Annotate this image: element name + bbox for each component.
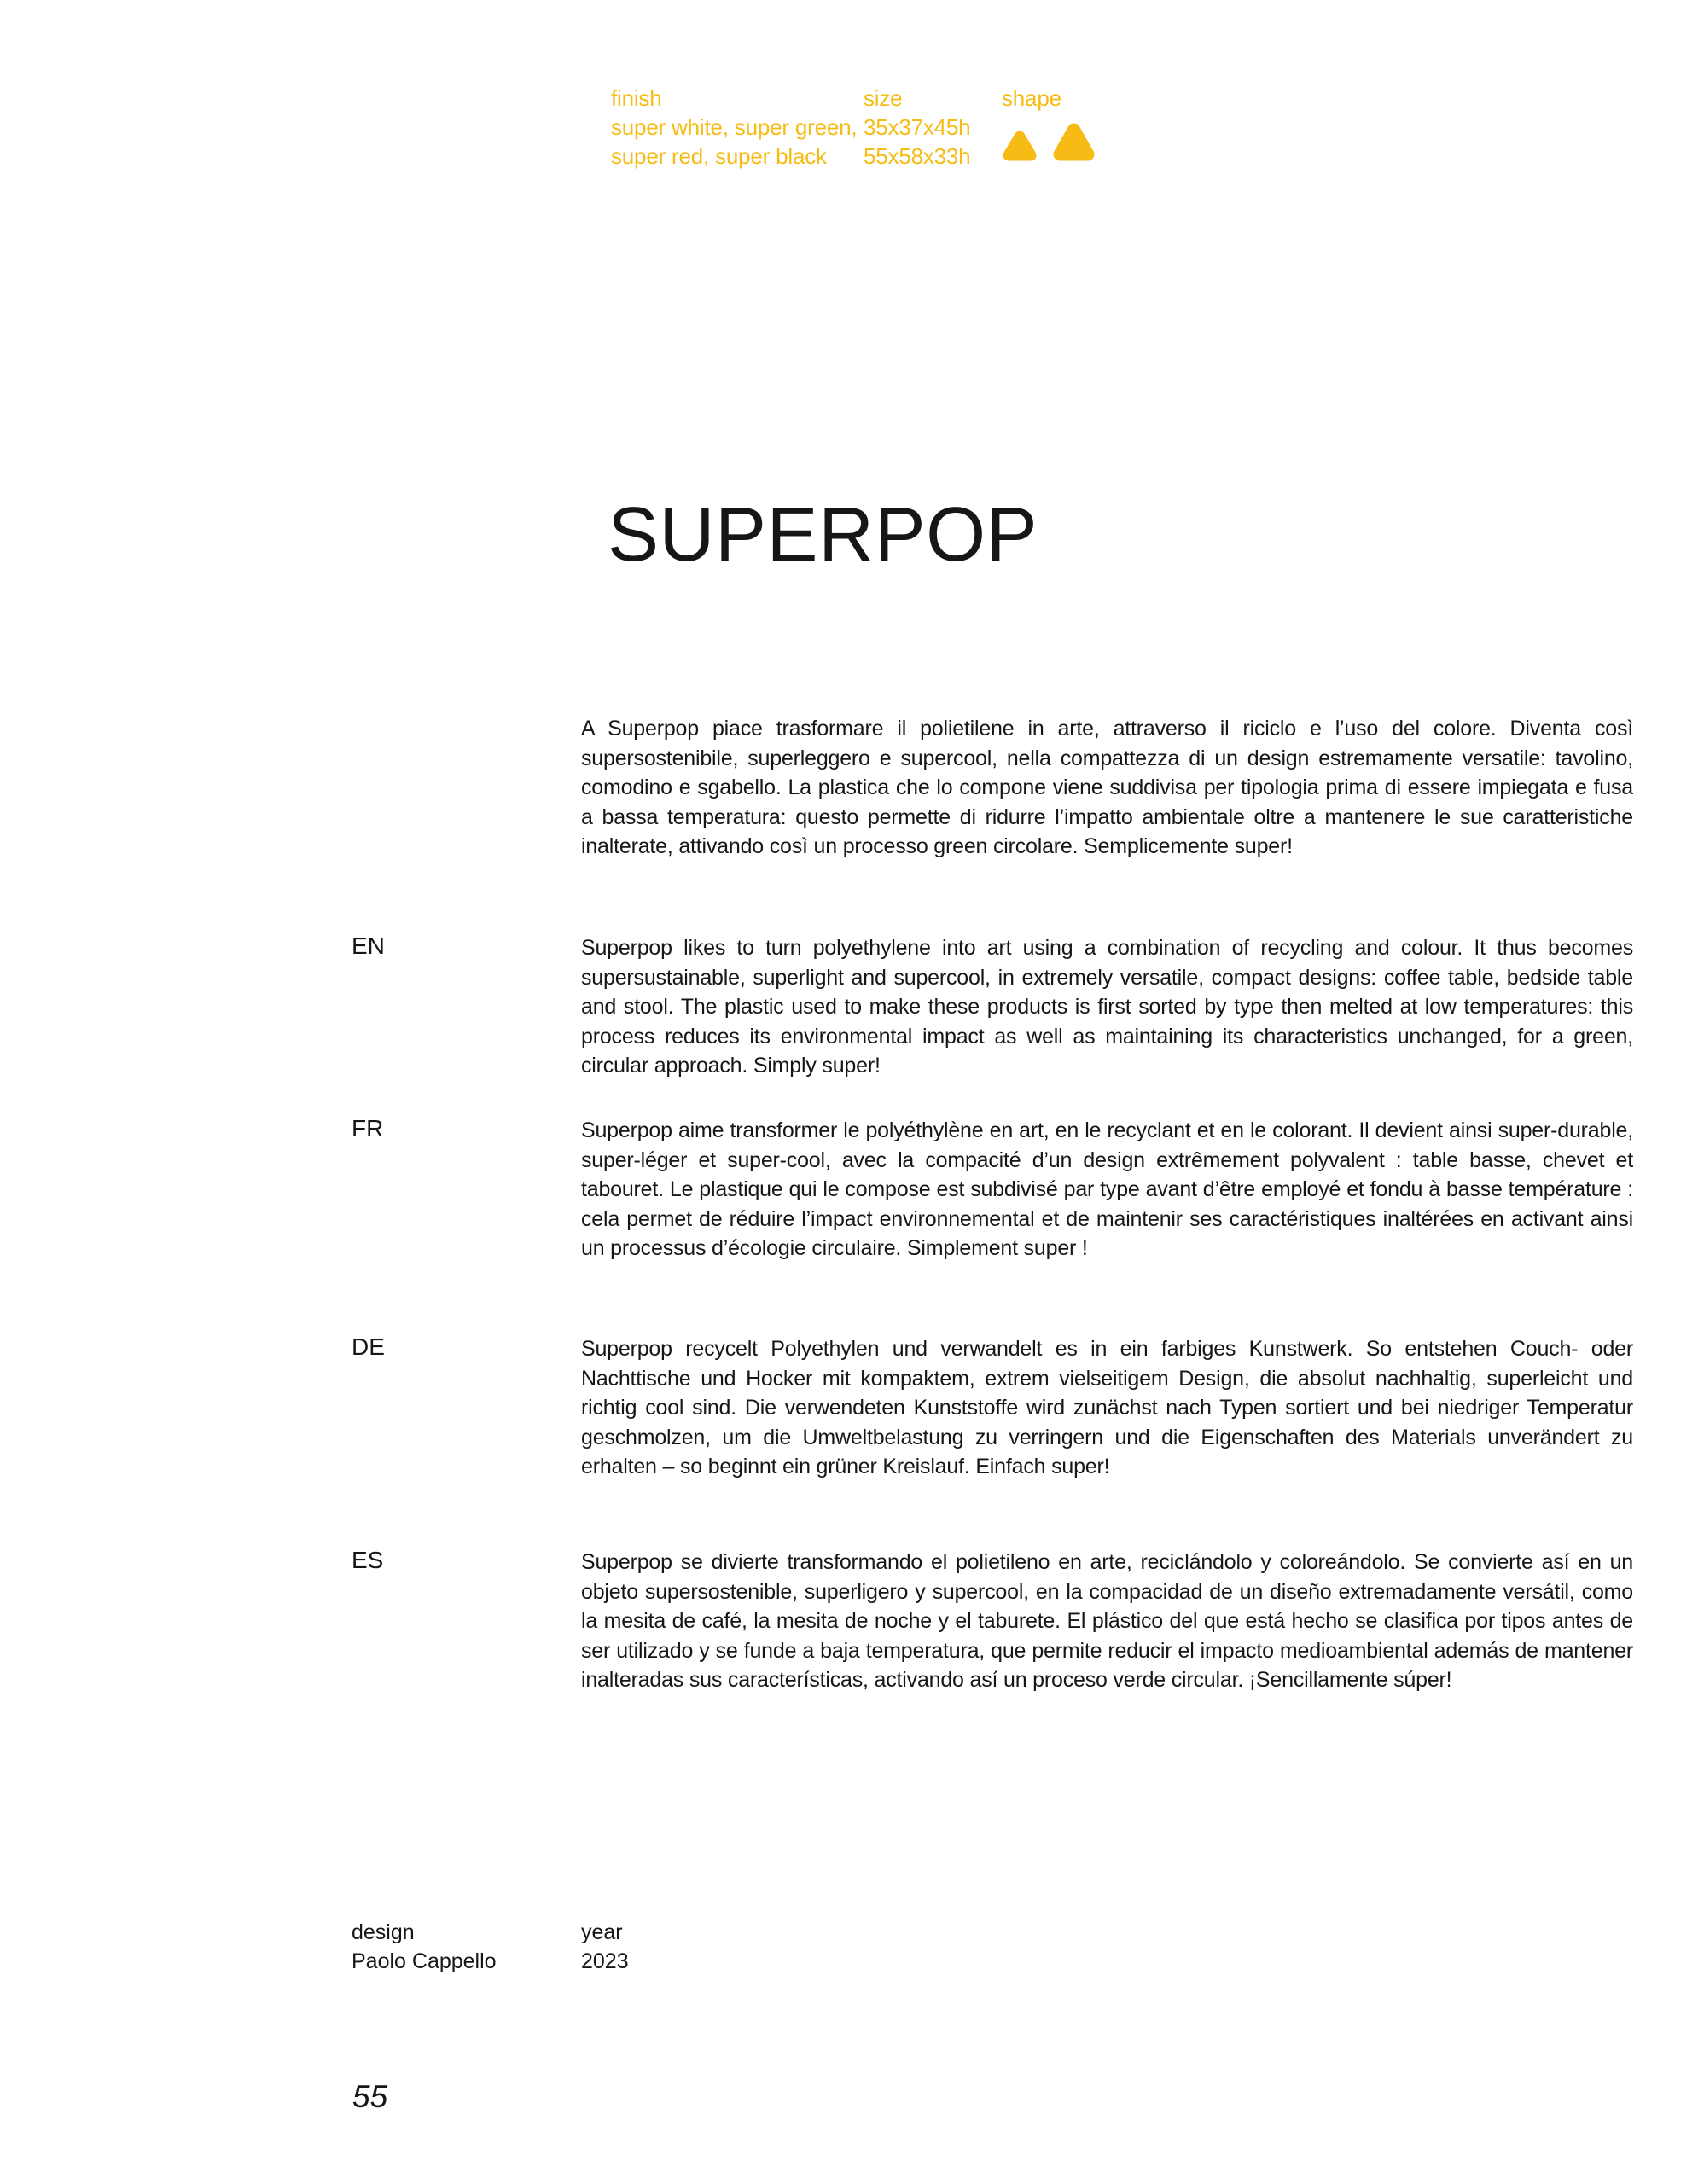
spec-shape (1002, 84, 1189, 163)
finish-value: super white, super green, super red, super black (611, 114, 858, 169)
description-row-de (0, 1334, 1704, 1482)
product-title: SUPERPOP (608, 492, 1038, 578)
lang-label-fr: FR (352, 1115, 384, 1141)
credit-year (581, 1918, 629, 1976)
lang-label-de: DE (352, 1333, 385, 1360)
year-label: year (581, 1920, 623, 1944)
page-number: 55 (352, 2079, 388, 2114)
credit-design (352, 1918, 497, 1976)
finish-label: finish (611, 85, 662, 111)
description-text-en: Superpop likes to turn polyethylene into art using a combination of recycling and colour. It thus becomes supersustainable, superlight and supercool, in extremely versatile, compact designs: coffee table, bedside table and stool. The plastic used to make these products is first sorted by type then melted at low temperatures: this process reduces its environmental impact as well as maintaining its characteristics unchanged, for a green, circular approach. Simply super! (581, 936, 1633, 1077)
description-text-it: A Superpop piace trasformare il polietilene in arte, attraverso il riciclo e l’uso del colore. Diventa così supersostenibile, superleggero e supercool, nella compattezza di un design estremamente versatile: tavolino, comodino e sgabello. La plastica che lo compone viene suddivisa per tipologia prima di essere impiegata e fusa a bassa temperatura: questo permette di ridurre l’impatto ambientale oltre a mantenere le sue caratteristiche inalterate, attivando così un processo green circolare. Semplicemente super! (581, 717, 1633, 858)
designer-name: Paolo Cappello (352, 1949, 497, 1973)
year-value: 2023 (581, 1949, 629, 1973)
spec-size (864, 84, 1017, 171)
description-row-fr (0, 1116, 1704, 1263)
description-text-fr: Superpop aime transformer le polyéthylène en art, en le recyclant et en le colorant. Il devient ainsi super-durable, super-léger et super-cool, avec la compacité d’un design extrêmement polyvalent : table basse, chevet et tabouret. Le plastique qui le compose est subdivisé par type avant d’être employé et fondu à basse température : cela permet de réduire l’impact environnemental et de maintenir ses caractéristiques inaltérées en activant ainsi un processus d’écologie circulaire. Simplement super ! (581, 1118, 1633, 1260)
size-label: size (864, 85, 903, 111)
size-value-2: 55x58x33h (864, 143, 971, 169)
spec-finish (611, 84, 893, 171)
rounded-triangle-large-icon (1051, 121, 1096, 163)
shape-label: shape (1002, 85, 1061, 111)
shape-icons (1002, 121, 1189, 163)
description-text-de: Superpop recycelt Polyethylen und verwandelt es in ein farbiges Kunstwerk. So entstehen Couch- oder Nachttische und Hocker mit kompaktem, extrem vielseitigem Design, die absolut nachhaltig, superleicht und richtig cool sind. Die verwendeten Kunststoffe wird zunächst nach Typen sortiert und bei niedriger Temperatur geschmolzen, um die Umweltbelastung zu verringern und die Eigenschaften des Materials unverändert zu erhalten – so beginnt ein grüner Kreislauf. Einfach super! (581, 1337, 1633, 1478)
lang-label-es: ES (352, 1547, 384, 1573)
lang-label-en: EN (352, 932, 385, 959)
size-value-1: 35x37x45h (864, 114, 971, 140)
design-label: design (352, 1920, 415, 1944)
description-text-es: Superpop se divierte transformando el polietileno en arte, reciclándolo y coloreándolo. Se convierte así en un objeto supersostenible, superligero y supercool, en la compacidad de un diseño extremadamente versátil, como la mesita de café, la mesita de noche y el taburete. El plástico del que está hecho se clasifica por tipos antes de ser utilizado y se funde a baja temperatura, que permite reducir el impacto medioambiental además de mantener inalteradas sus características, activando así un proceso verde circular. ¡Sencillamente súper! (581, 1550, 1633, 1692)
description-row-es (0, 1548, 1704, 1695)
description-row-en (0, 933, 1704, 1081)
rounded-triangle-small-icon (1002, 129, 1038, 163)
description-row-it (0, 714, 1704, 862)
